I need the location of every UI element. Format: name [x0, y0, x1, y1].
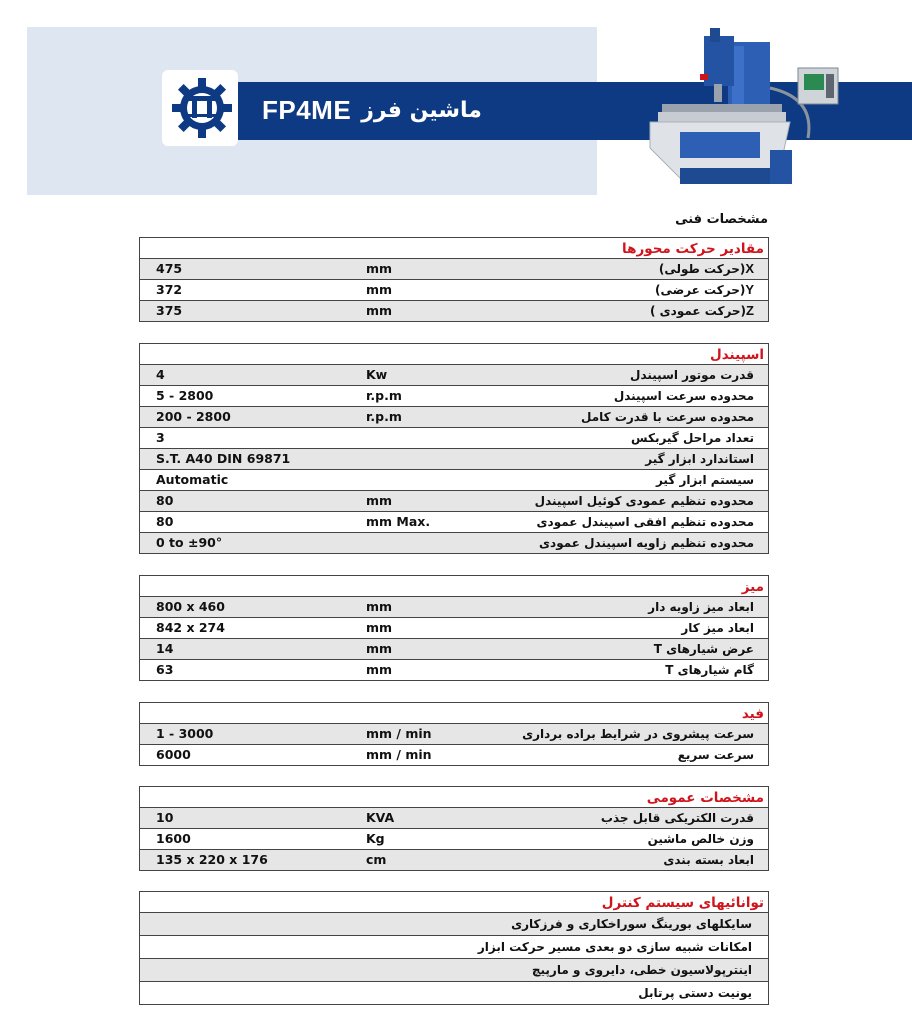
capability-label: اینترپولاسیون خطی، دایروی و مارپیچ [531, 963, 752, 977]
row-value: 475 [156, 261, 183, 276]
row-unit: r.p.m [366, 409, 402, 424]
table-row [140, 808, 768, 829]
row-unit: mm [366, 261, 393, 276]
table-row [140, 639, 768, 660]
row-value: Automatic [156, 472, 229, 487]
table-row [140, 491, 768, 512]
row-value: 200 - 2800 [156, 409, 231, 424]
row-value: 842 x 274 [156, 620, 225, 635]
axis-desc: (حرکت عمودی ) [650, 304, 747, 318]
table-row [140, 470, 768, 491]
row-label: محدوده سرعت با قدرت کامل [581, 410, 754, 424]
row-label: محدوده تنظیم عمودی کوئیل اسپیندل [534, 494, 754, 508]
row-unit: KVA [366, 810, 395, 825]
section-title: اسپیندل [140, 344, 768, 365]
table-row [140, 745, 768, 766]
row-label: ابعاد بسته بندی [663, 853, 754, 867]
row-unit: Kg [366, 831, 385, 846]
row-value: 6000 [156, 747, 191, 762]
row-label: ابعاد میز کار [681, 621, 754, 635]
row-unit: mm [366, 662, 393, 677]
row-unit: mm [366, 620, 393, 635]
section-title: مشخصات عمومی [140, 787, 768, 808]
table-row [140, 512, 768, 533]
row-label: ابعاد میز زاویه دار [648, 600, 754, 614]
row-unit: mm [366, 303, 393, 318]
table-row [140, 618, 768, 639]
row-value: 3 [156, 430, 165, 445]
row-unit: r.p.m [366, 388, 402, 403]
row-value: 63 [156, 662, 174, 677]
row-unit: mm [366, 641, 393, 656]
axis-desc: (حرکت عرضی) [654, 283, 746, 297]
axis-letter: Y [745, 282, 754, 297]
row-unit: mm Max. [366, 514, 431, 529]
row-label: سیستم ابزار گیر [655, 473, 754, 487]
row-label: محدوده تنظیم زاویه اسپیندل عمودی [539, 536, 754, 550]
row-label [650, 301, 754, 321]
list-item [140, 936, 768, 959]
spec-heading: مشخصات فنی [675, 212, 768, 227]
row-value: S.T. A40 DIN 69871 [156, 451, 291, 466]
row-value: 372 [156, 282, 183, 297]
row-label: قدرت موتور اسپیندل [630, 368, 754, 382]
row-value: 135 x 220 x 176 [156, 852, 268, 867]
section-title: توانائیهای سیستم کنترل [140, 892, 768, 913]
table-row [140, 428, 768, 449]
row-value: 375 [156, 303, 183, 318]
section-title: فید [140, 703, 768, 724]
table-row [140, 386, 768, 407]
section-control-capabilities [139, 891, 769, 1005]
list-item [140, 959, 768, 982]
row-label: عرض شیارهای T [653, 642, 754, 656]
section-table [139, 575, 769, 681]
table-row [140, 449, 768, 470]
section-spindle [139, 343, 769, 554]
row-unit: Kw [366, 367, 388, 382]
axis-letter: Z [746, 303, 754, 318]
row-value: 4 [156, 367, 165, 382]
row-unit: mm / min [366, 747, 432, 762]
section-general [139, 786, 769, 871]
capability-label: سایکلهای بورینگ سوراخکاری و فرزکاری [511, 917, 752, 931]
row-value: 5 - 2800 [156, 388, 214, 403]
row-value: 80 [156, 493, 174, 508]
table-row [140, 259, 768, 280]
model-name: FP4ME [262, 94, 352, 125]
row-label: قدرت الکتریکی قابل جذب [600, 811, 754, 825]
section-title: مقادیر حرکت محورها [140, 238, 768, 259]
row-label: تعداد مراحل گیربکس [631, 431, 754, 445]
table-row [140, 850, 768, 871]
cnc-milling-machine-image [640, 28, 840, 200]
row-unit: cm [366, 852, 387, 867]
row-value: 0 to ±90° [156, 535, 223, 550]
row-value: 1600 [156, 831, 191, 846]
list-item [140, 982, 768, 1005]
page-title [262, 88, 482, 132]
row-unit: mm [366, 493, 393, 508]
row-value: 800 x 460 [156, 599, 225, 614]
table-row [140, 724, 768, 745]
row-label: گام شیارهای T [665, 663, 754, 677]
table-row [140, 280, 768, 301]
section-feed [139, 702, 769, 766]
row-label: محدوده سرعت اسپیندل [613, 389, 754, 403]
axis-letter: X [745, 261, 754, 276]
table-row [140, 407, 768, 428]
row-label: وزن خالص ماشین [647, 832, 754, 846]
row-unit: mm [366, 282, 393, 297]
row-value: 80 [156, 514, 174, 529]
table-row [140, 301, 768, 322]
row-unit: mm / min [366, 726, 432, 741]
row-label: استاندارد ابزار گیر [645, 452, 754, 466]
table-row [140, 533, 768, 554]
section-title: میز [140, 576, 768, 597]
product-name: ماشین فرز [361, 97, 482, 123]
row-label: سرعت پیشروی در شرایط براده برداری [522, 727, 754, 741]
section-axes [139, 237, 769, 322]
row-label [655, 280, 754, 300]
row-value: 14 [156, 641, 174, 656]
table-row [140, 597, 768, 618]
capability-label: یونیت دستی پرتابل [638, 986, 752, 1000]
table-row [140, 829, 768, 850]
row-value: 1 - 3000 [156, 726, 214, 741]
list-item [140, 913, 768, 936]
table-row [140, 365, 768, 386]
capability-label: امکانات شبیه سازی دو بعدی مسیر حرکت ابزار [477, 940, 752, 954]
axis-desc: (حرکت طولی) [658, 262, 746, 276]
row-label: سرعت سریع [677, 748, 754, 762]
table-row [140, 660, 768, 681]
row-value: 10 [156, 810, 174, 825]
row-unit: mm [366, 599, 393, 614]
row-label [659, 259, 754, 279]
tt-gear-logo-icon [170, 76, 234, 140]
row-label: محدوده تنظیم افقی اسپیندل عمودی [536, 515, 754, 529]
